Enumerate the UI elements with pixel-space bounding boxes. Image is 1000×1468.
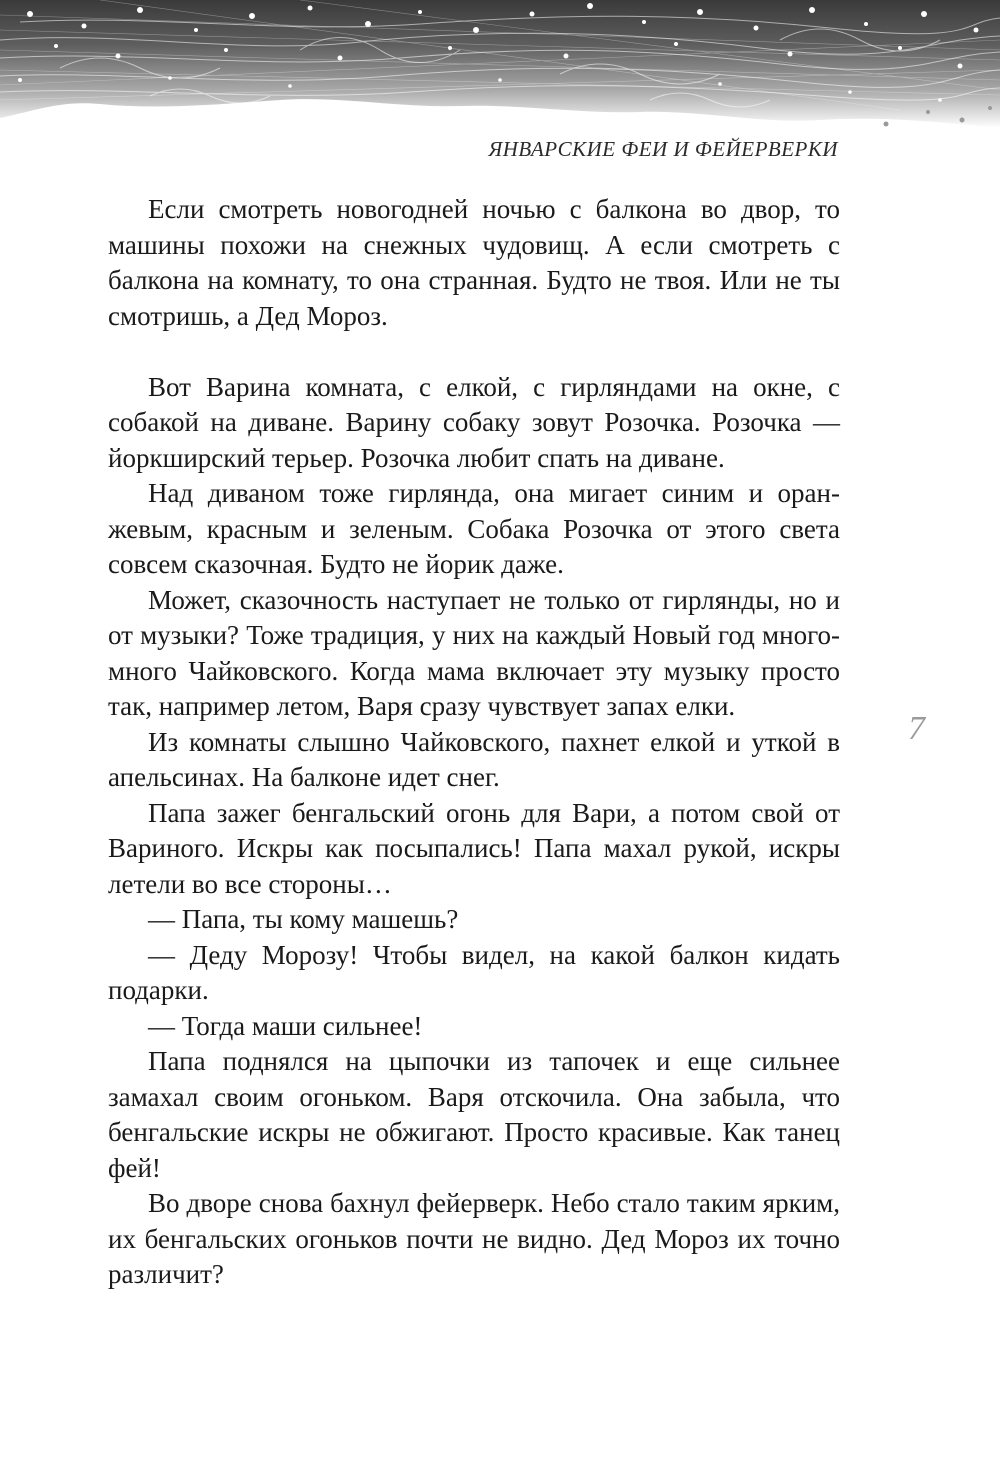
- page-number: 7: [908, 710, 925, 747]
- paragraph: Если смотреть новогодней ночью с балкона во двор, то машины похожи на снежных чудовищ. А если смотреть с балкона на комнату, то она странная. Будто не твоя. Или не ты смотришь, а Дед Мороз.: [108, 194, 840, 331]
- paragraph: Может, сказочность наступает не только от гирлянды, но и от музыки? Тоже традиция, у них на каждый Новый год много-много Чайковского. Когда мама включает эту музыку просто так, например летом, Варя сразу чувствует запах елки.: [108, 584, 840, 721]
- decorative-snow-header: [0, 0, 1000, 150]
- paragraph: Над диваном тоже гирлянда, она мигает синим и оранжевым, красным и зеленым. Собака Розочка от этого света совсем сказочная. Будто не йорик даже.: [108, 478, 840, 579]
- body-text: [108, 192, 840, 1293]
- paragraph: Папа зажег бенгальский огонь для Вари, а потом свой от Вариного. Искры как посыпались! Папа махал рукой, искры летели во все стороны…: [108, 797, 840, 899]
- dialogue-line: — Деду Морозу! Чтобы видел, на какой балкон кидать подарки.: [108, 939, 840, 1005]
- paragraph: Из комнаты слышно Чайковского, пахнет елкой и уткой в апельсинах. На балконе идет снег.: [108, 726, 840, 792]
- snow-sky-illustration: [0, 0, 1000, 150]
- dialogue-line: — Тогда маши сильнее!: [148, 1010, 423, 1041]
- paragraph: Во дворе снова бахнул фейерверк. Небо стало таким ярким, их бенгальских огоньков почти не видно. Дед Мороз их точно различит?: [108, 1188, 840, 1289]
- running-head-title: ЯНВАРСКИЕ ФЕИ И ФЕЙЕРВЕРКИ: [488, 137, 838, 161]
- dialogue-line: — Папа, ты кому машешь?: [148, 904, 459, 934]
- paragraph: Папа поднялся на цыпочки из тапочек и еще сильнее замахал своим огоньком. Варя отскочила. Она забыла, что бенгальские искры не обжигают. Просто красивые. Как танец фей!: [108, 1046, 840, 1183]
- paragraph: Вот Варина комната, с елкой, с гирляндами на окне, с собакой на диване. Варину собаку зовут Розочка. Розочка — йоркширский терьер. Розочка любит спать на диване.: [108, 371, 840, 473]
